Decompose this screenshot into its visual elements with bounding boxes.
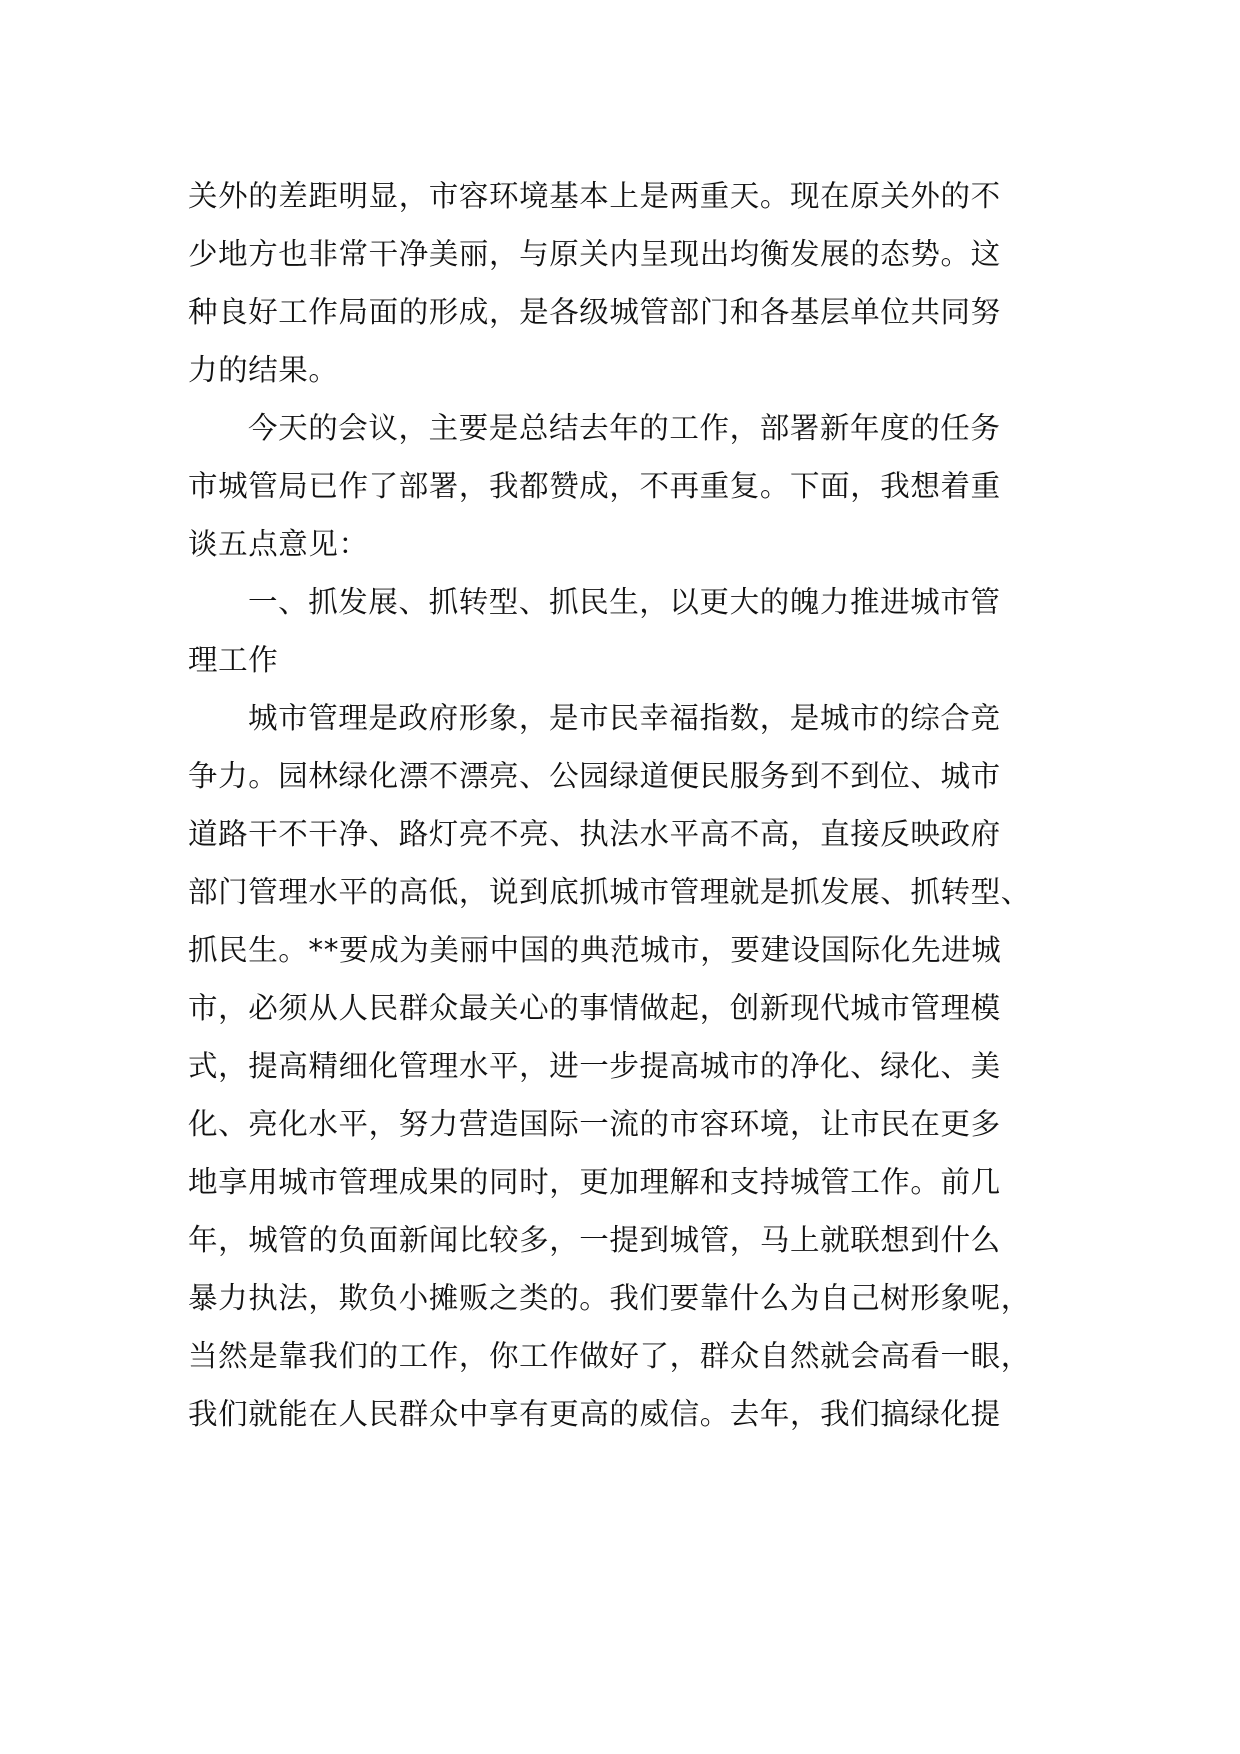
text-line: 暴力执法，欺负小摊贩之类的。我们要靠什么为自己树形象呢，: [188, 1281, 1031, 1315]
text-line: 谈五点意见：: [188, 527, 369, 561]
text-line: 少地方也非常干净美丽，与原关内呈现出均衡发展的态势。这: [188, 237, 1001, 271]
text-line: 年，城管的负面新闻比较多，一提到城管，马上就联想到什么: [188, 1223, 1001, 1257]
text-line: 抓民生。**要成为美丽中国的典范城市，要建设国际化先进城: [188, 933, 1002, 967]
section-heading: 一、抓发展、抓转型、抓民生，以更大的魄力推进城市管: [248, 585, 1001, 619]
text-line: 争力。园林绿化漂不漂亮、公园绿道便民服务到不到位、城市: [188, 759, 1001, 793]
text-line: 化、亮化水平，努力营造国际一流的市容环境，让市民在更多: [188, 1107, 1001, 1141]
text-line: 道路干不干净、路灯亮不亮、执法水平高不高，直接反映政府: [188, 817, 1001, 851]
text-line: 我们就能在人民群众中享有更高的威信。去年，我们搞绿化提: [188, 1397, 1001, 1431]
text-line: 今天的会议，主要是总结去年的工作，部署新年度的任务: [248, 411, 1001, 445]
section-heading: 理工作: [188, 643, 279, 677]
text-line: 种良好工作局面的形成，是各级城管部门和各基层单位共同努: [188, 295, 1001, 329]
text-line: 部门管理水平的高低，说到底抓城市管理就是抓发展、抓转型、: [188, 875, 1031, 909]
text-line: 地享用城市管理成果的同时，更加理解和支持城管工作。前几: [188, 1165, 1001, 1199]
text-line: 关外的差距明显，市容环境基本上是两重天。现在原关外的不: [188, 179, 1001, 213]
text-line: 城市管理是政府形象，是市民幸福指数，是城市的综合竞: [248, 701, 1001, 735]
text-line: 力的结果。: [188, 353, 339, 387]
text-line: 市城管局已作了部署，我都赞成，不再重复。下面，我想着重: [188, 469, 1001, 503]
text-line: 当然是靠我们的工作，你工作做好了，群众自然就会高看一眼，: [188, 1339, 1031, 1373]
text-line: 式，提高精细化管理水平，进一步提高城市的净化、绿化、美: [188, 1049, 1001, 1083]
text-line: 市，必须从人民群众最关心的事情做起，创新现代城市管理模: [188, 991, 1001, 1025]
